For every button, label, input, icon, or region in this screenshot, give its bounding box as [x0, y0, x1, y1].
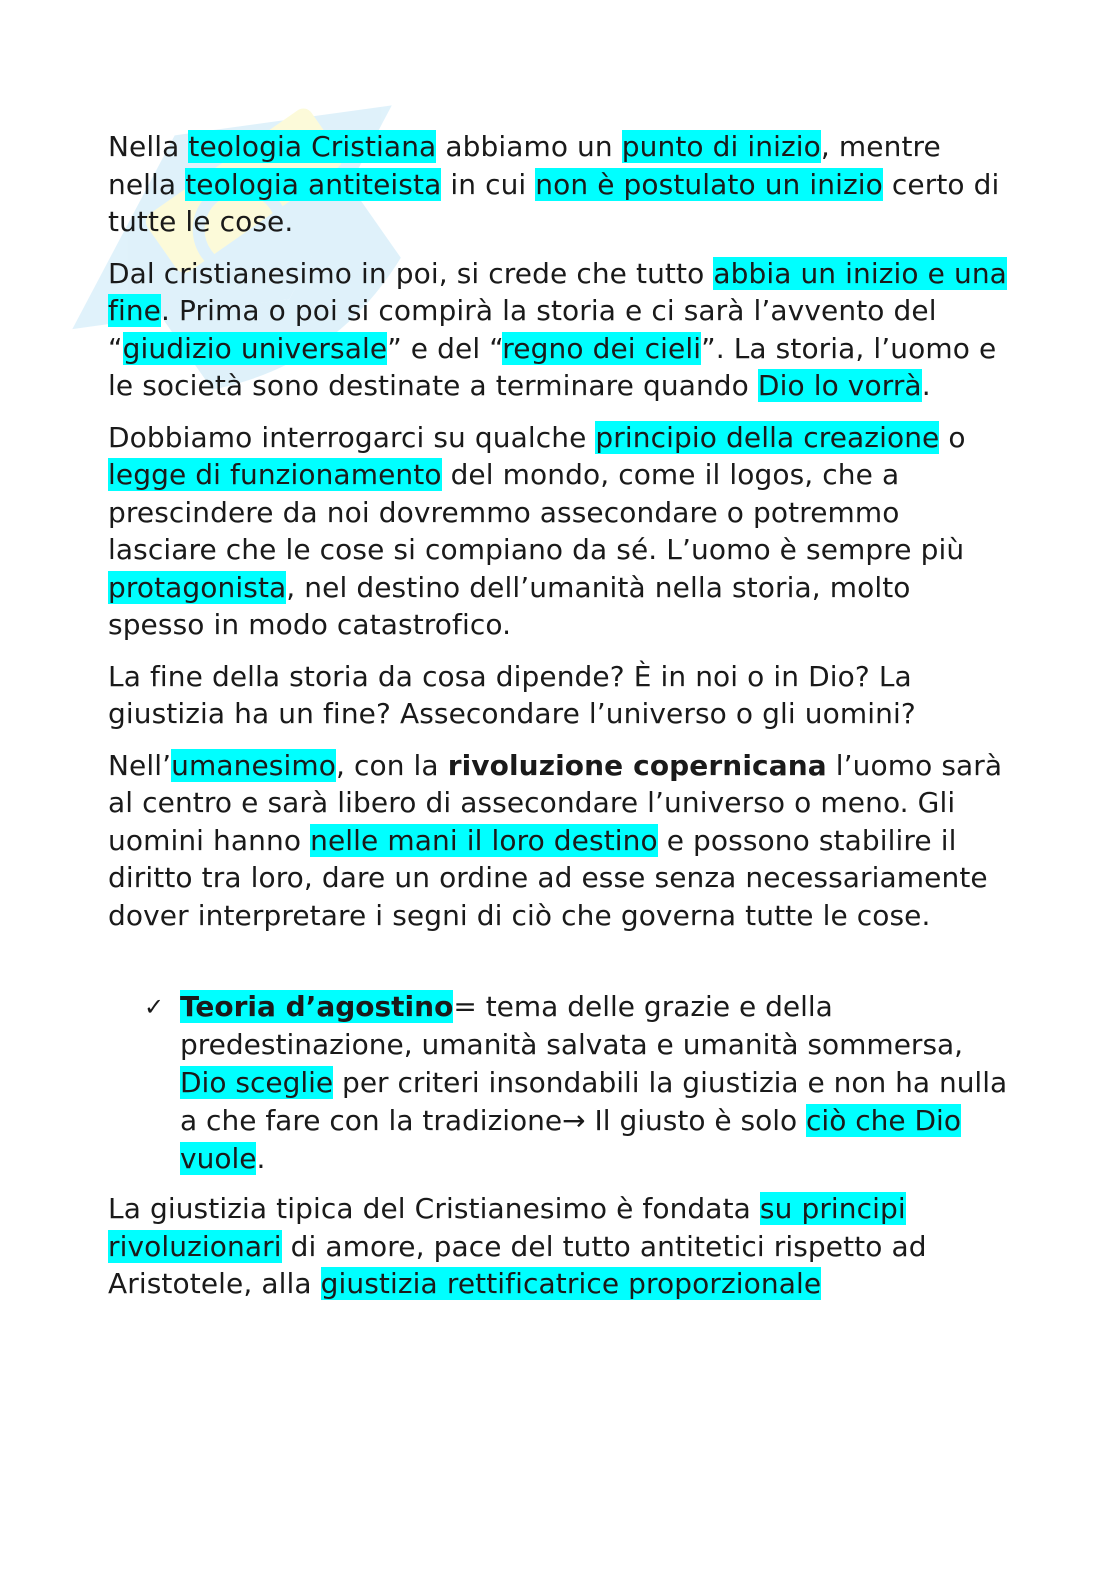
highlight: Dio lo vorrà [757, 369, 922, 402]
highlight: teologia antiteista [185, 167, 442, 201]
highlight: Dio sceglie [180, 1066, 334, 1099]
highlight: abbia un inizio e una fine [108, 256, 1007, 327]
highlight: nelle mani il loro destino [310, 823, 658, 857]
highlight: protagonista [108, 570, 287, 604]
paragraph-6: La giustizia tipica del Cristianesimo è fondata su principi rivoluzionari di amore, pace del tutto antitetici rispetto ad Aristotele, alla giustizia rettificatrice proporzionale [108, 1192, 927, 1300]
bullet-item: ✓ Teoria d’agostino= tema delle grazie e della predestinazione, umanità salvata e umanità sommersa, Dio sceglie per criteri insondabili la giustizia e non ha nulla a che fare con la tradizione→ Il giusto è solo ciò che Dio vuole. [144, 990, 1008, 1175]
highlight-bold-term: Teoria d’agostino [180, 990, 454, 1023]
paragraph-2: Dal cristianesimo in poi, si crede che tutto abbia un inizio e una fine. Prima o poi si compirà la storia e ci sarà l’avvento del “giudizio universale” e del “regno dei cieli”. La storia, l’uomo e le società sono destinate a terminare quando Dio lo vorrà. [108, 256, 1007, 402]
paragraph-3: Dobbiamo interrogarci su qualche principio della creazione o legge di funzionamento del mondo, come il logos, che a prescindere da noi dovremmo assecondare o potremmo lasciare che le cose si compiano da sé. L’uomo è sempre più protagonista, nel destino dell’umanità nella storia, molto spesso in modo catastrofico. [108, 420, 966, 641]
highlight: ciò che Dio vuole [180, 1104, 961, 1175]
highlight: non è postulato un inizio [535, 167, 883, 201]
document-body [108, 128, 1008, 1317]
highlight: giustizia rettificatrice proporzionale [320, 1267, 822, 1300]
paragraph-5: Nell’umanesimo, con la rivoluzione copernicana l’uomo sarà al centro e sarà libero di assecondare l’universo o meno. Gli uomini hanno nelle mani il loro destino e possono stabilire il diritto tra loro, dare un ordine ad esse senza necessariamente dover interpretare i segni di ciò che governa tutte le cose. [108, 748, 1003, 932]
highlight: giudizio universale [122, 331, 388, 365]
paragraph-4: La fine della storia da cosa dipende? È in noi o in Dio? La giustizia ha un fine? Assecondare l’universo o gli uomini? [108, 659, 916, 730]
highlight: teologia Cristiana [188, 130, 437, 163]
checkmark-icon: ✓ [144, 993, 165, 1021]
highlight: principio della creazione [595, 420, 940, 454]
highlight: regno dei cieli [502, 331, 702, 365]
highlight: punto di inizio [621, 130, 821, 163]
highlight: su principi rivoluzionari [108, 1192, 906, 1263]
highlight: legge di funzionamento [108, 458, 442, 491]
highlight: umanesimo [171, 748, 336, 782]
paragraph-1: Nella teologia Cristiana abbiamo un punto di inizio, mentre nella teologia antiteista in cui non è postulato un inizio certo di tutte le cose. [108, 130, 1000, 238]
bold-term: rivoluzione copernicana [447, 748, 827, 782]
